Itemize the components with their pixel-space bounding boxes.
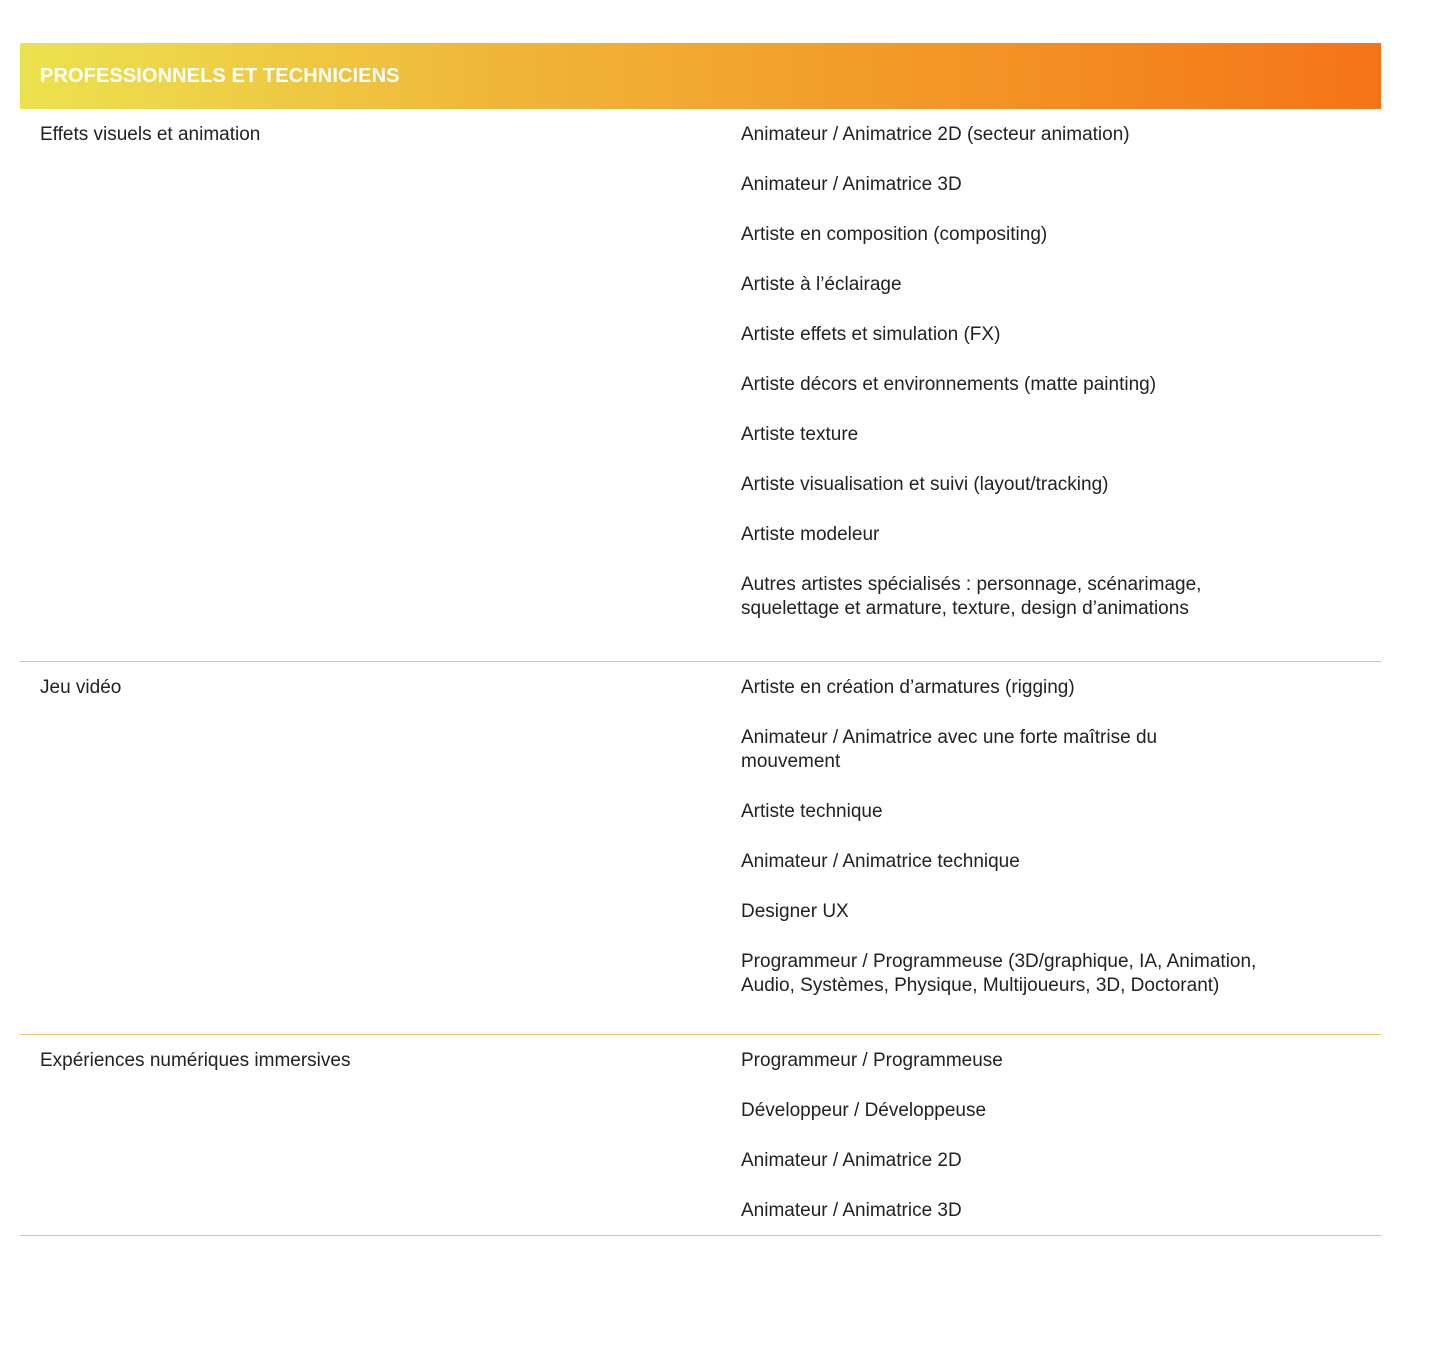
role-item: Artiste technique xyxy=(741,801,883,822)
role-list xyxy=(741,662,1261,1034)
role-item: Programmeur / Programmeuse (3D/graphique, IA, Animation, Audio, Systèmes, Physique, Multijoueurs, 3D, Doctorant) xyxy=(741,951,1257,996)
role-item: Artiste modeleur xyxy=(741,524,880,545)
role-item: Développeur / Développeuse xyxy=(741,1100,987,1121)
table-header-title: PROFESSIONNELS ET TECHNICIENS xyxy=(40,64,400,87)
role-item: Artiste effets et simulation (FX) xyxy=(741,324,1001,345)
section-jeu-video xyxy=(20,662,1381,1035)
section-effets-visuels xyxy=(20,109,1381,662)
role-list xyxy=(741,1035,1261,1235)
role-item: Animateur / Animatrice 3D xyxy=(741,1200,962,1221)
role-item: Animateur / Animatrice 2D (secteur animation) xyxy=(741,124,1130,145)
role-item: Animateur / Animatrice 2D xyxy=(741,1150,962,1171)
role-item: Animateur / Animatrice 3D xyxy=(741,174,962,195)
role-item: Animateur / Animatrice avec une forte maîtrise du mouvement xyxy=(741,727,1158,772)
category-label: Jeu vidéo xyxy=(40,677,122,698)
table-header xyxy=(20,43,1381,109)
role-item: Programmeur / Programmeuse xyxy=(741,1050,1003,1071)
role-item: Artiste en création d’armatures (rigging) xyxy=(741,677,1075,698)
section-experiences-immersives xyxy=(20,1035,1381,1236)
role-item: Artiste texture xyxy=(741,424,859,445)
category-label: Effets visuels et animation xyxy=(40,124,261,145)
role-item: Autres artistes spécialisés : personnage, scénarimage, squelettage et armature, texture, design d’animations xyxy=(741,574,1202,619)
role-item: Artiste visualisation et suivi (layout/tracking) xyxy=(741,474,1109,495)
role-item: Artiste en composition (compositing) xyxy=(741,224,1048,245)
category-label: Expériences numériques immersives xyxy=(40,1050,351,1071)
professions-table xyxy=(20,43,1381,1236)
role-list xyxy=(741,109,1261,661)
role-item: Designer UX xyxy=(741,901,849,922)
role-item: Artiste à l’éclairage xyxy=(741,274,902,295)
role-item: Animateur / Animatrice technique xyxy=(741,851,1020,872)
role-item: Artiste décors et environnements (matte painting) xyxy=(741,374,1157,395)
